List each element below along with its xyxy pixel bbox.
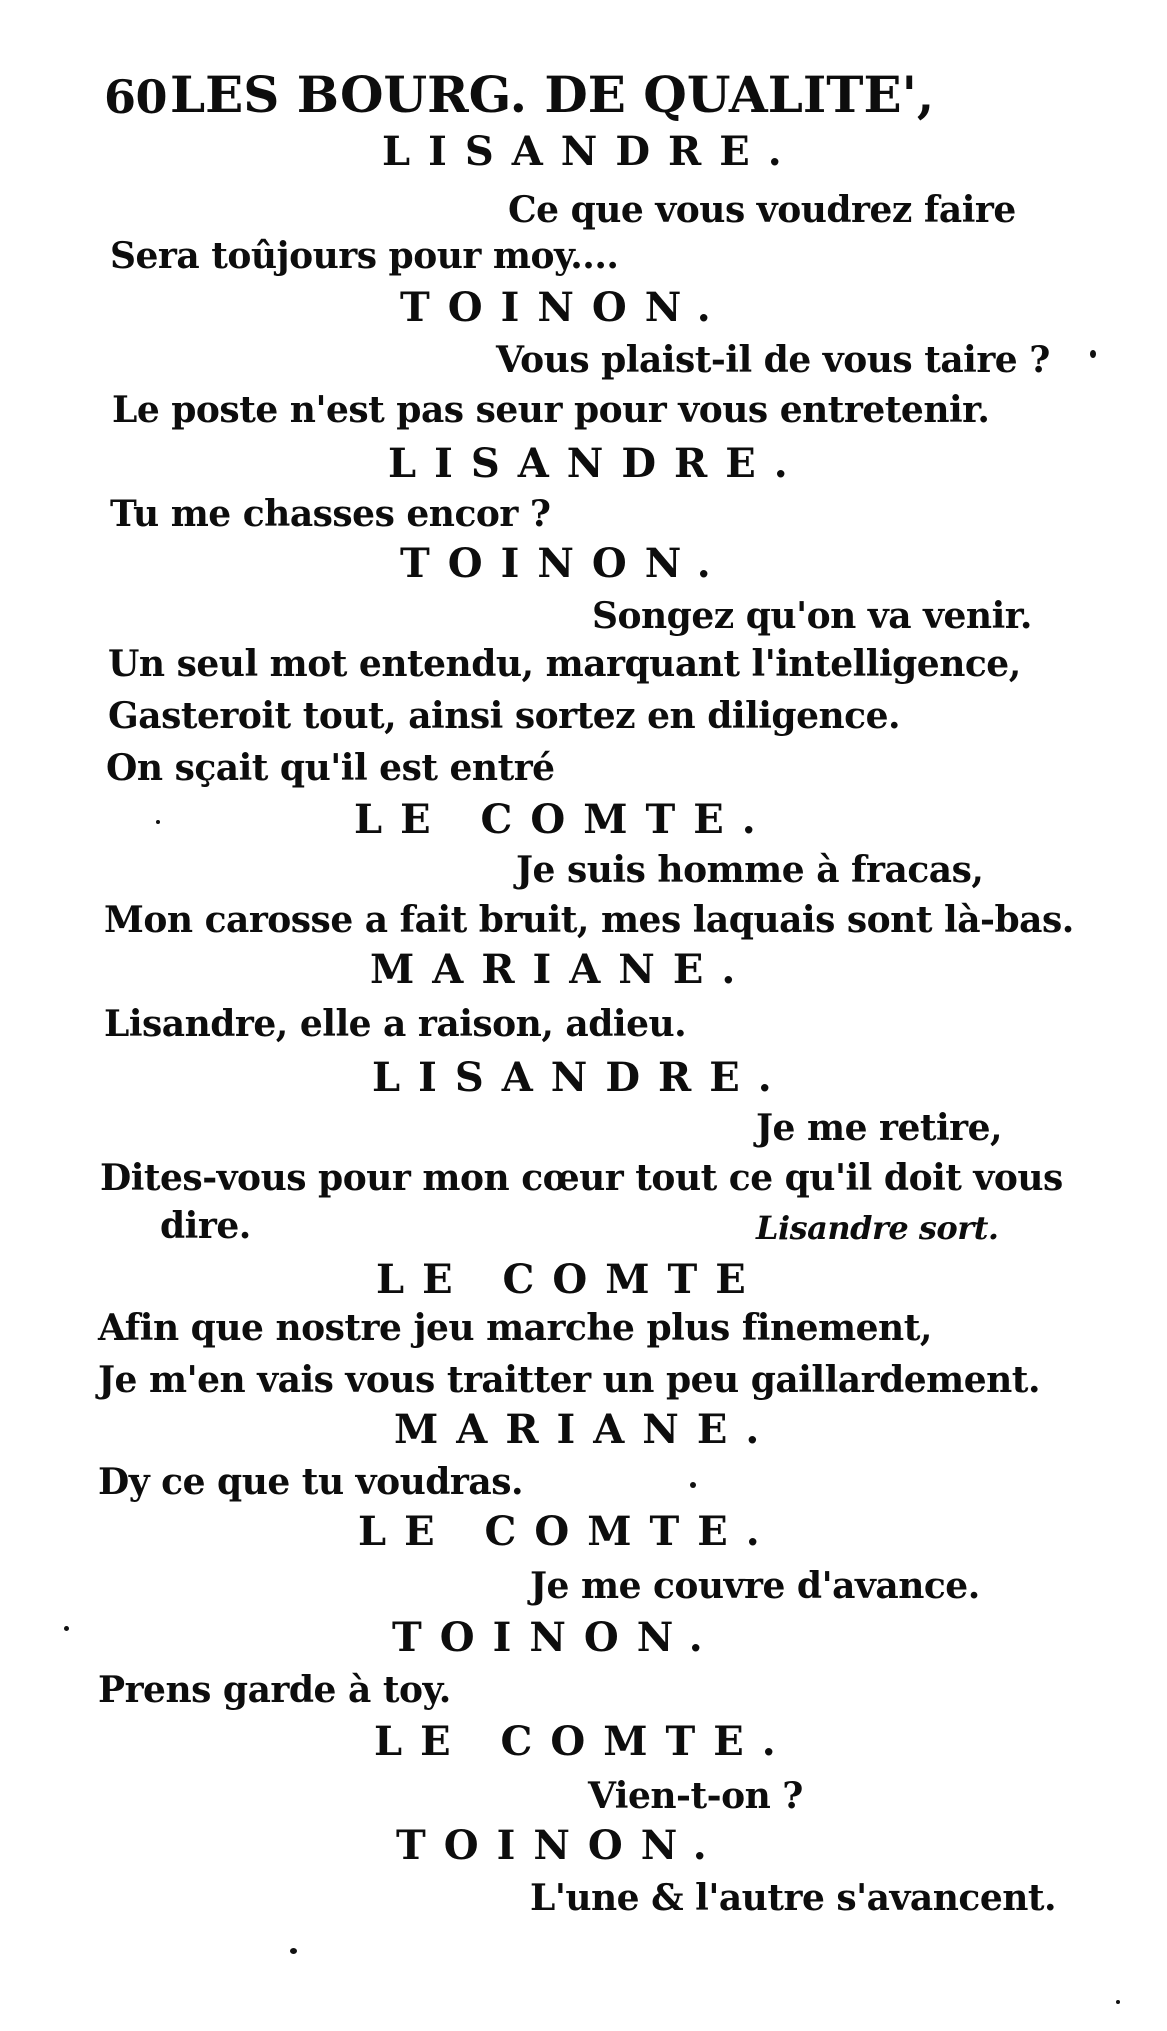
verse-line: Mon carosse a fait bruit, mes laquais sont là-bas. [104,899,1074,941]
speaker-name: LE COMTE [376,1256,764,1303]
running-head: LES BOURG. DE QUALITE', [170,65,935,124]
verse-line: Un seul mot entendu, marquant l'intelligence, [108,643,1021,685]
verse-line: Gasteroit tout, ainsi sortez en diligence. [108,695,901,737]
page-number: 60 [104,70,168,124]
verse-line: Sera toûjours pour moy.... [110,235,619,277]
speaker-name: MARIANE. [394,1406,778,1453]
speaker-name: LE COMTE. [354,796,774,843]
verse-line: Je me couvre d'avance. [530,1565,980,1607]
verse-line: Ce que vous voudrez faire [508,189,1016,231]
ink-speck [64,1626,69,1631]
speaker-name: LE COMTE. [358,1508,778,1555]
ink-speck [1090,350,1096,358]
speaker-name: LE COMTE. [374,1718,794,1765]
verse-line: Afin que nostre jeu marche plus finement, [98,1307,932,1349]
speaker-name: TOINON. [400,284,729,331]
speaker-name: LISANDRE. [388,440,806,487]
speaker-name: TOINON. [400,540,729,587]
ink-speck [1116,2000,1120,2004]
verse-line: On sçait qu'il est entré [106,747,555,789]
stage-direction: Lisandre sort. [756,1209,999,1247]
speaker-name: MARIANE. [370,946,754,993]
verse-line: dire. [160,1205,251,1247]
verse-line: Dy ce que tu voudras. [98,1461,524,1503]
verse-line: L'une & l'autre s'avancent. [530,1877,1057,1919]
verse-line: Je suis homme à fracas, [516,849,984,891]
speaker-name: TOINON. [392,1614,721,1661]
ink-speck [690,1482,696,1488]
speaker-name: TOINON. [396,1822,725,1869]
speaker-name: LISANDRE. [382,128,800,175]
verse-line: Le poste n'est pas seur pour vous entretenir. [112,389,990,431]
verse-line: Vous plaist-il de vous taire ? [496,339,1050,381]
ink-speck [290,1948,297,1954]
speaker-name: LISANDRE. [372,1054,790,1101]
verse-line: Songez qu'on va venir. [592,595,1032,637]
ink-speck [156,820,160,824]
verse-line: Tu me chasses encor ? [110,493,551,535]
verse-line: Dites-vous pour mon cœur tout ce qu'il doit vous [100,1157,1063,1199]
verse-line: Prens garde à toy. [98,1669,451,1711]
verse-line: Vien-t-on ? [588,1775,803,1817]
verse-line: Je m'en vais vous traitter un peu gaillardement. [98,1359,1040,1401]
verse-line: Je me retire, [756,1107,1003,1149]
verse-line: Lisandre, elle a raison, adieu. [104,1003,687,1045]
